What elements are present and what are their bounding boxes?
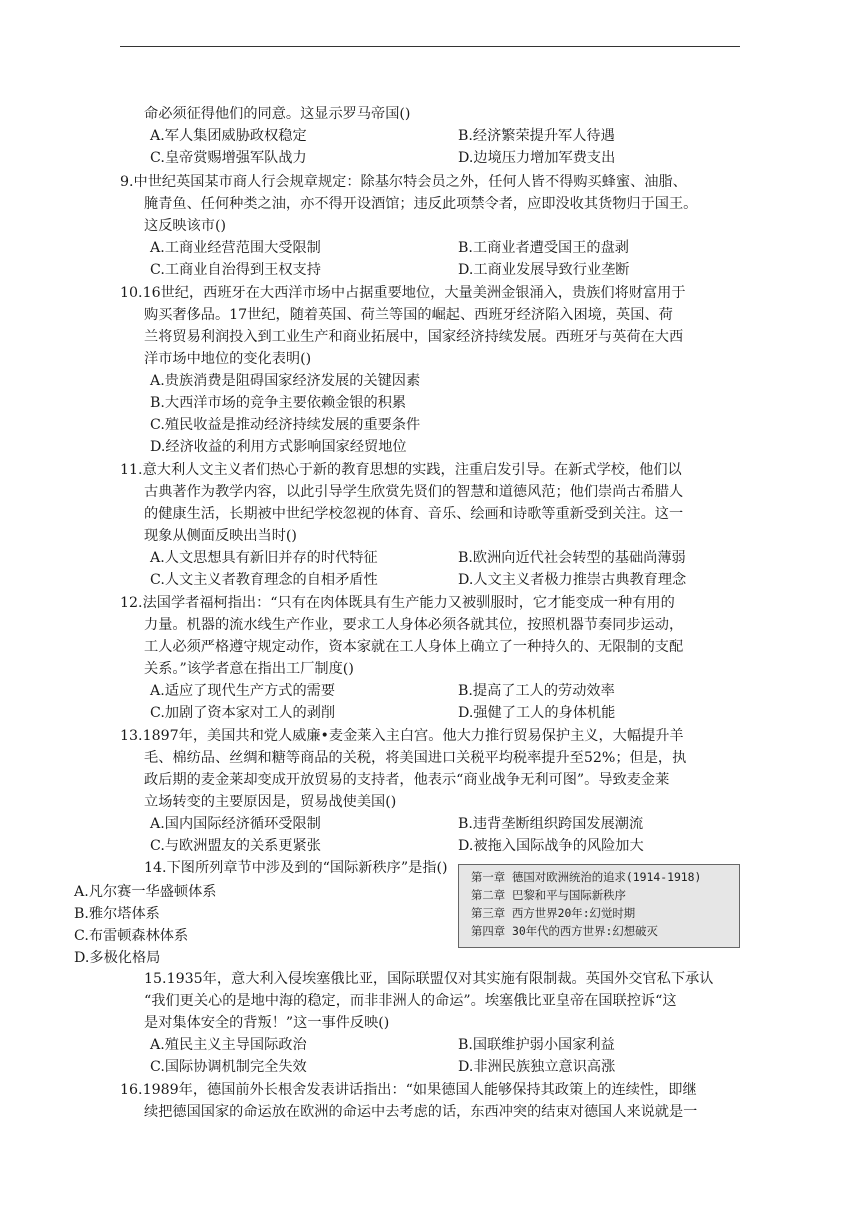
q11-option-a: A.人文思想具有新旧并存的时代特征 — [150, 550, 378, 566]
q8-option-d: D.边境压力增加军费支出 — [458, 150, 616, 166]
q11-option-c: C.人文主义者教育理念的自相矛盾性 — [150, 572, 378, 588]
chapter-line-4: 第四章 30年代的西方世界:幻想破灭 — [471, 924, 658, 938]
q12-option-c: C.加剧了资本家对工人的剥削 — [150, 705, 336, 721]
q9-stem-line-1: 9.中世纪英国某市商人行会规章规定：除基尔特会员之外，任何人皆不得购买蜂蜜、油脂、 — [120, 174, 687, 190]
q10-stem-line-4: 洋市场中地位的变化表明() — [144, 351, 312, 367]
chapter-list-figure — [458, 864, 740, 948]
q11-stem-line-2: 古典著作为教学内容，以此引导学生欣赏先贤们的智慧和道德风范；他们崇尚古希腊人 — [144, 484, 684, 500]
q13-stem-line-2: 毛、棉纺品、丝绸和糖等商品的关税，将美国进口关税平均税率提升至52%；但是，执 — [144, 750, 687, 766]
q12-stem-line-4: 关系。”该学者意在指出工厂制度() — [144, 661, 354, 677]
q12-stem-line-2: 力量。机器的流水线生产作业，要求工人身体必须各就其位，按照机器节奏同步运动， — [144, 617, 684, 633]
q13-option-c: C.与欧洲盟友的关系更紧张 — [150, 838, 321, 854]
q8-option-a: A.军人集团威胁政权稳定 — [150, 128, 307, 144]
q8-stem-continuation: 命必须征得他们的同意。这显示罗马帝国() — [144, 106, 411, 122]
q10-stem-line-3: 兰将贸易利润投入到工业生产和商业拓展中，国家经济持续发展。西班牙与英荷在大西 — [144, 329, 684, 345]
q15-stem-line-1: 15.1935年，意大利入侵埃塞俄比亚，国际联盟仅对其实施有限制裁。英国外交官私下承认 — [144, 971, 714, 987]
q9-stem-line-3: 这反映该市() — [144, 218, 227, 234]
q11-option-d: D.人文主义者极力推崇古典教育理念 — [458, 572, 687, 588]
q12-option-b: B.提高了工人的劳动效率 — [458, 683, 615, 699]
q15-stem-line-3: 是对集体安全的背叛！”这一事件反映() — [144, 1015, 390, 1031]
q9-option-a: A.工商业经营范围大受限制 — [150, 240, 321, 256]
q10-stem-line-1: 10.16世纪，西班牙在大西洋市场中占据重要地位，大量美洲金银涌入，贵族们将财富用于 — [120, 285, 686, 301]
q11-stem-line-4: 现象从侧面反映出当时() — [144, 528, 297, 544]
q12-option-a: A.适应了现代生产方式的需要 — [150, 683, 336, 699]
q10-option-b: B.大西洋市场的竞争主要依赖金银的积累 — [150, 395, 407, 411]
chapter-line-2: 第二章 巴黎和平与国际新秩序 — [471, 888, 626, 902]
q11-option-b: B.欧洲向近代社会转型的基础尚薄弱 — [458, 550, 686, 566]
q13-stem-line-3: 政后期的麦金莱却变成开放贸易的支持者，他表示“商业战争无利可图”。导致麦金莱 — [144, 772, 670, 788]
q14-option-d: D.多极化格局 — [74, 950, 161, 966]
chapter-line-1: 第一章 德国对欧洲统治的追求(1914-1918) — [471, 870, 702, 884]
q10-stem-line-2: 购买奢侈品。17世纪，随着英国、荷兰等国的崛起、西班牙经济陷入困境，英国、荷 — [144, 307, 673, 323]
q12-stem-line-3: 工人必须严格遵守规定动作，资本家就在工人身体上确立了一种持久的、无限制的支配 — [144, 639, 684, 655]
q9-stem-line-2: 腌青鱼、任何种类之油，亦不得开设酒馆；违反此项禁令者，应即没收其货物归于国王。 — [144, 196, 698, 212]
q9-option-b: B.工商业者遭受国王的盘剥 — [458, 240, 629, 256]
header-rule — [120, 46, 740, 47]
q11-stem-line-3: 的健康生活，长期被中世纪学校忽视的体育、音乐、绘画和诗歌等重新受到关注。这一 — [144, 506, 684, 522]
q14-stem: 14.下图所列章节中涉及到的“国际新秩序”是指() — [144, 860, 448, 876]
q15-option-b: B.国联维护弱小国家利益 — [458, 1037, 615, 1053]
q14-option-b: B.雅尔塔体系 — [74, 906, 160, 922]
q9-option-d: D.工商业发展导致行业垄断 — [458, 262, 630, 278]
q13-option-a: A.国内国际经济循环受限制 — [150, 816, 321, 832]
chapter-line-3: 第三章 西方世界20年:幻觉时期 — [471, 906, 636, 920]
q8-option-c: C.皇帝赏赐增强军队战力 — [150, 150, 307, 166]
q10-option-d: D.经济收益的利用方式影响国家经贸地位 — [150, 439, 407, 455]
q13-stem-line-4: 立场转变的主要原因是，贸易战使美国() — [144, 794, 397, 810]
q15-option-c: C.国际协调机制完全失效 — [150, 1059, 307, 1075]
q15-stem-line-2: “我们更关心的是地中海的稳定，而非非洲人的命运”。埃塞俄比亚皇帝在国联控诉“这 — [144, 993, 677, 1009]
q15-option-a: A.殖民主义主导国际政治 — [150, 1037, 307, 1053]
q8-option-b: B.经济繁荣提升军人待遇 — [458, 128, 615, 144]
q12-stem-line-1: 12.法国学者福柯指出：“只有在肉体既具有生产能力又被驯服时，它才能变成一种有用的 — [120, 595, 675, 611]
q13-option-d: D.被拖入国际战争的风险加大 — [458, 838, 644, 854]
q15-option-d: D.非洲民族独立意识高涨 — [458, 1059, 616, 1075]
q11-stem-line-1: 11.意大利人文主义者们热心于新的教育思想的实践，注重启发引导。在新式学校，他们以 — [120, 462, 682, 478]
q10-option-c: C.殖民收益是推动经济持续发展的重要条件 — [150, 417, 421, 433]
q13-stem-line-1: 13.1897年，美国共和党人威廉•麦金莱入主白宫。他大力推行贸易保护主义，大幅提升羊 — [120, 728, 684, 744]
q13-option-b: B.违背垄断组织跨国发展潮流 — [458, 816, 644, 832]
q14-option-c: C.布雷顿森林体系 — [74, 928, 189, 944]
q16-stem-line-2: 续把德国国家的命运放在欧洲的命运中去考虑的话，东西冲突的结束对德国人来说就是一 — [144, 1104, 698, 1120]
q9-option-c: C.工商业自治得到王权支持 — [150, 262, 321, 278]
q16-stem-line-1: 16.1989年，德国前外长根舍发表讲话指出：“如果德国人能够保持其政策上的连续性，即继 — [120, 1082, 697, 1098]
q12-option-d: D.强健了工人的身体机能 — [458, 705, 616, 721]
q14-option-a: A.凡尔赛一华盛顿体系 — [74, 884, 217, 900]
q10-option-a: A.贵族消费是阻碍国家经济发展的关键因素 — [150, 373, 421, 389]
